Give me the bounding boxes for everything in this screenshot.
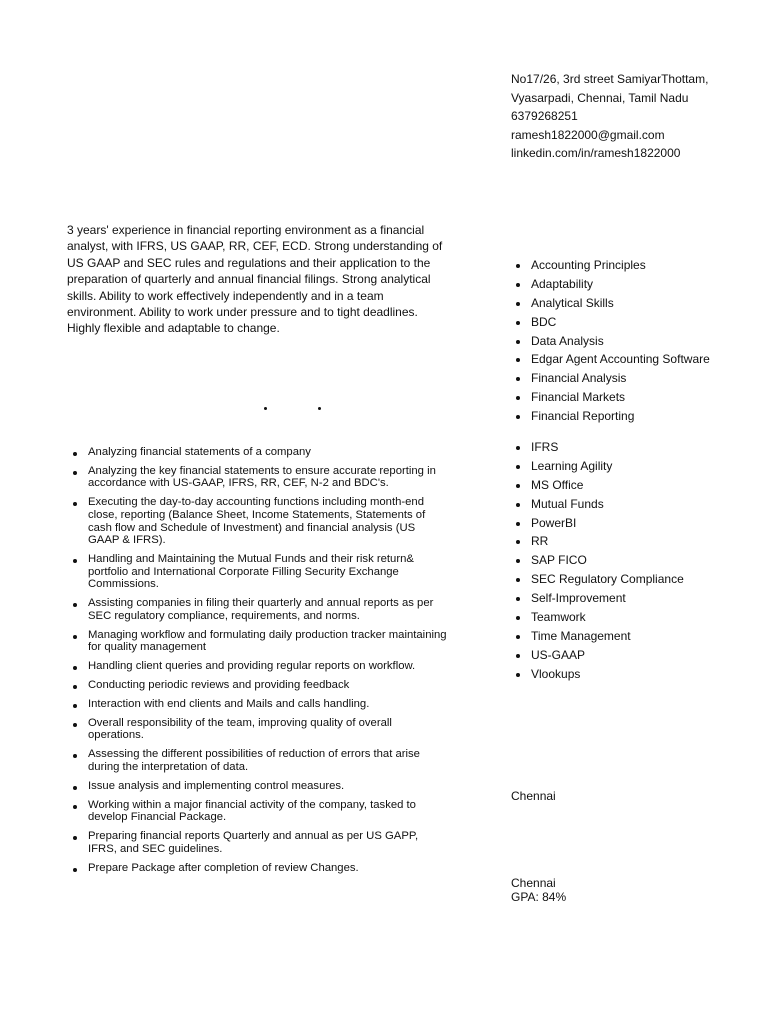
duty-item: Preparing financial reports Quarterly and annual as per US GAPP, IFRS, and SEC guidelines.: [67, 830, 447, 855]
skill-item: Financial Markets: [510, 390, 710, 404]
address-line-1: No17/26, 3rd street SamiyarThottam,: [511, 72, 709, 86]
address-line-2: Vyasarpadi, Chennai, Tamil Nadu: [511, 90, 689, 105]
duty-item: Handling client queries and providing regular reports on workflow.: [67, 660, 447, 673]
email-address: ramesh1822000@gmail.com: [511, 127, 665, 142]
duty-item: Conducting periodic reviews and providing feedback: [67, 679, 447, 692]
skills-list-secondary: [510, 440, 684, 686]
education-location: Chennai: [511, 876, 556, 890]
skill-item: PowerBI: [510, 516, 684, 530]
duty-item: Executing the day-to-day accounting functions including month-end close, reporting (Balance Sheet, Income Statements, Statements of cash flow and Schedule of Investment) and financial analysis (US GAAP & IFRS).: [67, 496, 447, 546]
duty-item: Analyzing financial statements of a company: [67, 446, 447, 459]
duty-item: Managing workflow and formulating daily production tracker maintaining for quality management: [67, 629, 447, 654]
skill-item: BDC: [510, 315, 710, 329]
skill-item: Learning Agility: [510, 459, 684, 473]
skill-item: Data Analysis: [510, 334, 710, 348]
experience-location: Chennai: [511, 789, 556, 803]
skill-item: Vlookups: [510, 667, 684, 681]
skill-item: Accounting Principles: [510, 258, 710, 272]
stray-bullet-dot: [264, 407, 267, 410]
duty-item: Overall responsibility of the team, improving quality of overall operations.: [67, 717, 447, 742]
stray-bullet-dot: [318, 407, 321, 410]
duty-item: Assessing the different possibilities of reduction of errors that arise during the interpretation of data.: [67, 748, 447, 773]
skill-item: US-GAAP: [510, 648, 684, 662]
skill-item: SEC Regulatory Compliance: [510, 572, 684, 586]
skill-item: Time Management: [510, 629, 684, 643]
skill-item: Self-Improvement: [510, 591, 684, 605]
contact-block: [511, 70, 708, 163]
duty-item: Analyzing the key financial statements to ensure accurate reporting in accordance with US-GAAP, IFRS, RR, CEF, N-2 and BDC's.: [67, 465, 447, 490]
skill-item: Financial Reporting: [510, 409, 710, 423]
duty-item: Interaction with end clients and Mails and calls handling.: [67, 698, 447, 711]
skill-item: IFRS: [510, 440, 684, 454]
skill-item: Financial Analysis: [510, 371, 710, 385]
skill-item: MS Office: [510, 478, 684, 492]
skill-item: RR: [510, 534, 684, 548]
linkedin-url: linkedin.com/in/ramesh1822000: [511, 146, 681, 161]
skills-list-primary: [510, 258, 710, 428]
duty-item: Handling and Maintaining the Mutual Funds and their risk return& portfolio and International Corporate Filling Security Exchange Commissions.: [67, 553, 447, 591]
phone-number: 6379268251: [511, 109, 578, 124]
education-gpa: GPA: 84%: [511, 890, 567, 904]
duty-item: Issue analysis and implementing control measures.: [67, 780, 447, 793]
experience-duties-list: [67, 446, 447, 880]
duty-item: Working within a major financial activity of the company, tasked to develop Financial Package.: [67, 799, 447, 824]
skill-item: Analytical Skills: [510, 296, 710, 310]
duty-item: Assisting companies in filing their quarterly and annual reports as per SEC regulatory compliance, requirements, and norms.: [67, 597, 447, 622]
skill-item: Teamwork: [510, 610, 684, 624]
education-block: [511, 876, 566, 904]
skill-item: Mutual Funds: [510, 497, 684, 511]
skill-item: Adaptability: [510, 277, 710, 291]
professional-summary: 3 years' experience in financial reporting environment as a financial analyst, with IFRS, US GAAP, RR, CEF, ECD. Strong understanding of US GAAP and SEC rules and regulations and their application to the preparation of quarterly and annual financial filings. Strong analytical skills. Ability to work effectively independently and in a team environment. Ability to work under pressure and to tight deadlines. Highly flexible and adaptable to change.: [67, 223, 443, 336]
skill-item: Edgar Agent Accounting Software: [510, 352, 710, 366]
skill-item: SAP FICO: [510, 553, 684, 567]
duty-item: Prepare Package after completion of review Changes.: [67, 862, 447, 875]
